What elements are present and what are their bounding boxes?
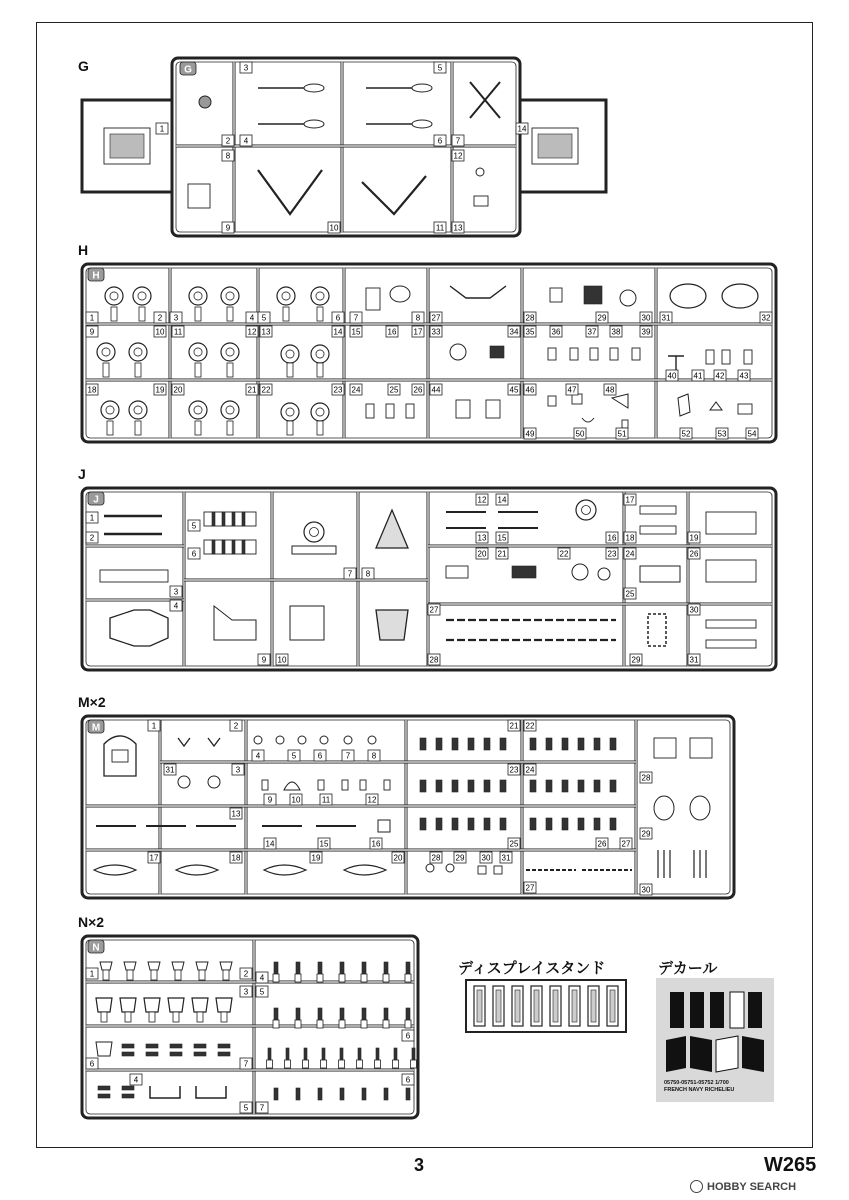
decal-flag [742,1036,764,1072]
part-number-text: 43 [739,371,749,381]
part-number-text: 51 [617,429,627,439]
part-number-text: 30 [689,605,699,615]
part-number-text: 3 [173,313,179,323]
part-number-text: 4 [249,313,255,323]
part-number-text: 10 [329,223,339,233]
stand-post-inner [591,990,596,1022]
sprue-letter: G [184,64,192,76]
part-number-text: 30 [481,853,491,863]
part-number-text: 23 [509,765,519,775]
part-number-text: 53 [717,429,727,439]
part-number-text: 6 [317,751,323,761]
sprue-letter: J [93,494,99,506]
part-number-text: 4 [255,751,261,761]
part-number-text: 8 [371,751,377,761]
part-number-text: 27 [525,883,535,893]
part-number-text: 29 [641,829,651,839]
part-number-text: 2 [225,136,231,146]
part-number-text: 28 [431,853,441,863]
part-number-text: 2 [157,313,163,323]
part-number-text: 5 [437,63,443,73]
part-number-text: 12 [453,151,463,161]
part-number-text: 22 [525,721,535,731]
part-number-text: 25 [509,839,519,849]
part-number-text: 54 [747,429,757,439]
part-number-text: 34 [509,327,519,337]
part-number-text: 6 [405,1075,411,1085]
part-number-text: 1 [89,513,95,523]
part-number-text: 22 [559,549,569,559]
part-number-text: 23 [333,385,343,395]
part-number-text: 15 [351,327,361,337]
part-number-text: 20 [173,385,183,395]
part-number-text: 8 [225,151,231,161]
part-number-text: 9 [261,655,267,665]
part-number-text: 31 [165,765,175,775]
sprue-title-n: N×2 [78,914,105,930]
part-number-text: 42 [715,371,725,381]
part-number-text: 29 [631,655,641,665]
part-number-text: 14 [497,495,507,505]
part-number-text: 28 [429,655,439,665]
decal-stripe [730,992,744,1028]
part-number-text: 27 [431,313,441,323]
part-number-text: 12 [477,495,487,505]
part-number-text: 24 [351,385,361,395]
part-number-text: 3 [243,987,249,997]
part-number-text: 31 [689,655,699,665]
part-number-text: 2 [233,721,239,731]
part-number-text: 32 [761,313,771,323]
part-number-text: 6 [335,313,341,323]
part-number-text: 36 [551,327,561,337]
part-number-text: 52 [681,429,691,439]
part-number-text: 15 [319,839,329,849]
part-number-text: 47 [567,385,577,395]
part-number-text: 5 [243,1103,249,1113]
part-number-text: 44 [431,385,441,395]
part-number-text: 17 [149,853,159,863]
stand-post-inner [610,990,615,1022]
part-number-text: 16 [371,839,381,849]
part-number-text: 1 [89,969,95,979]
part-number-text: 24 [625,549,635,559]
part-number-text: 18 [231,853,241,863]
part-number-text: 40 [667,371,677,381]
part-number-text: 39 [641,327,651,337]
decal-stripe [710,992,724,1028]
part-number-text: 19 [155,385,165,395]
part-number-text: 30 [641,885,651,895]
part-number-text: 28 [525,313,535,323]
part-number-text: 9 [89,327,95,337]
part-number-text: 8 [415,313,421,323]
part-number-text: 46 [525,385,535,395]
part-number-text: 7 [455,136,461,146]
part-number-text: 21 [497,549,507,559]
part-number-text: 14 [333,327,343,337]
part-number-text: 10 [155,327,165,337]
part-number-text: 14 [517,124,527,134]
instruction-code: W265 [764,1154,817,1176]
decal-print-line1: 05750-05751-05752 1/700 [664,1080,729,1086]
page-number: 3 [414,1155,425,1175]
part-number-text: 5 [261,313,267,323]
part-number-text: 29 [455,853,465,863]
decal-stripe [690,992,704,1028]
part-number-text: 6 [405,1031,411,1041]
part-number-text: 4 [259,973,265,983]
decal-flag [690,1036,712,1072]
part-number-text: 4 [133,1075,139,1085]
part-number-text: 13 [261,327,271,337]
stand-post-inner [534,990,539,1022]
part-number-text: 7 [259,1103,265,1113]
watermark [690,1180,796,1193]
part-number-text: 21 [509,721,519,731]
part-number-text: 12 [247,327,257,337]
part-number-text: 19 [311,853,321,863]
part-number-text: 48 [605,385,615,395]
part-number-text: 7 [347,569,353,579]
part-number-text: 7 [345,751,351,761]
sprue-title-h: H [78,242,89,258]
part-number-text: 41 [693,371,703,381]
part-number-text: 18 [87,385,97,395]
part-number-text: 9 [267,795,273,805]
sprue-title-j: J [78,466,86,482]
part-number-text: 1 [159,124,165,134]
part-number-text: 31 [661,313,671,323]
part-number-text: 5 [291,751,297,761]
part-number-text: 22 [261,385,271,395]
sprue-letter: M [91,722,101,734]
part-number-text: 6 [437,136,443,146]
part-number-text: 11 [321,795,331,805]
part-number-text: 18 [625,533,635,543]
part-number-text: 12 [367,795,377,805]
part-number-text: 4 [243,136,249,146]
part-number-text: 10 [291,795,301,805]
watermark-text: HOBBY SEARCH [707,1180,797,1193]
part-number-text: 5 [259,987,265,997]
decal-stripe [748,992,762,1028]
part-number-text: 11 [435,223,445,233]
part-number-text: 31 [501,853,511,863]
part-number-text: 35 [525,327,535,337]
part-number-text: 7 [353,313,359,323]
decal-title: デカール [658,959,718,977]
part-number-text: 25 [389,385,399,395]
part-number-text: 37 [587,327,597,337]
sprue-letter: H [92,270,100,282]
part-number-text: 15 [497,533,507,543]
part-number-text: 17 [413,327,423,337]
decal-stripe [670,992,684,1028]
part-number-text: 11 [173,327,183,337]
part-number-text: 20 [393,853,403,863]
part-number-text: 9 [225,223,231,233]
hobby-search-logo-icon [690,1180,703,1193]
part-number-text: 24 [525,765,535,775]
display-stand-frame [466,980,626,1032]
part-number-text: 26 [689,549,699,559]
part-number-text: 49 [525,429,535,439]
stand-post-inner [515,990,520,1022]
part-number-text: 7 [243,1059,249,1069]
part-number-text: 27 [621,839,631,849]
part-number-text: 16 [387,327,397,337]
part-number-text: 25 [625,589,635,599]
part-number-text: 6 [89,1059,95,1069]
stand-post-inner [572,990,577,1022]
part-number-text: 17 [625,495,635,505]
part-number-text: 27 [429,605,439,615]
part-number-text: 23 [607,549,617,559]
part-number-text: 33 [431,327,441,337]
decal-flag [716,1036,738,1072]
sprue-letter: N [92,942,100,954]
part-number-text: 1 [151,721,157,731]
part-number-text: 21 [247,385,257,395]
part-number-text: 13 [231,809,241,819]
part-number-text: 2 [243,969,249,979]
part-number-text: 45 [509,385,519,395]
part-number-text: 28 [641,773,651,783]
part-number-text: 26 [597,839,607,849]
part-number-text: 1 [89,313,95,323]
part-number-text: 29 [597,313,607,323]
sprue-title-g: G [78,58,89,74]
decal-print [664,1080,734,1094]
part-number-text: 3 [173,587,179,597]
part-number-text: 3 [243,63,249,73]
part-number-text: 3 [235,765,241,775]
stand-post-inner [496,990,501,1022]
part-number-text: 6 [191,549,197,559]
display-stand-title: ディスプレイスタンド [458,959,606,977]
part-number-text: 4 [173,601,179,611]
part-number-text: 13 [453,223,463,233]
part-number-text: 13 [477,533,487,543]
part-number-text: 26 [413,385,423,395]
part-number-text: 16 [607,533,617,543]
part-number-text: 30 [641,313,651,323]
stand-post-inner [553,990,558,1022]
part-number-text: 2 [89,533,95,543]
part-number-text: 14 [265,839,275,849]
sprue-title-m: M×2 [78,694,106,710]
part-number-text: 20 [477,549,487,559]
part-number-text: 50 [575,429,585,439]
part-number-text: 5 [191,521,197,531]
stand-post-inner [477,990,482,1022]
decal-print-line2: FRENCH NAVY RICHELIEU [664,1087,735,1093]
part-number-text: 8 [365,569,371,579]
part-number-text: 10 [277,655,287,665]
part-number-text: 38 [611,327,621,337]
decal-flag [666,1036,686,1072]
part-number-text: 19 [689,533,699,543]
